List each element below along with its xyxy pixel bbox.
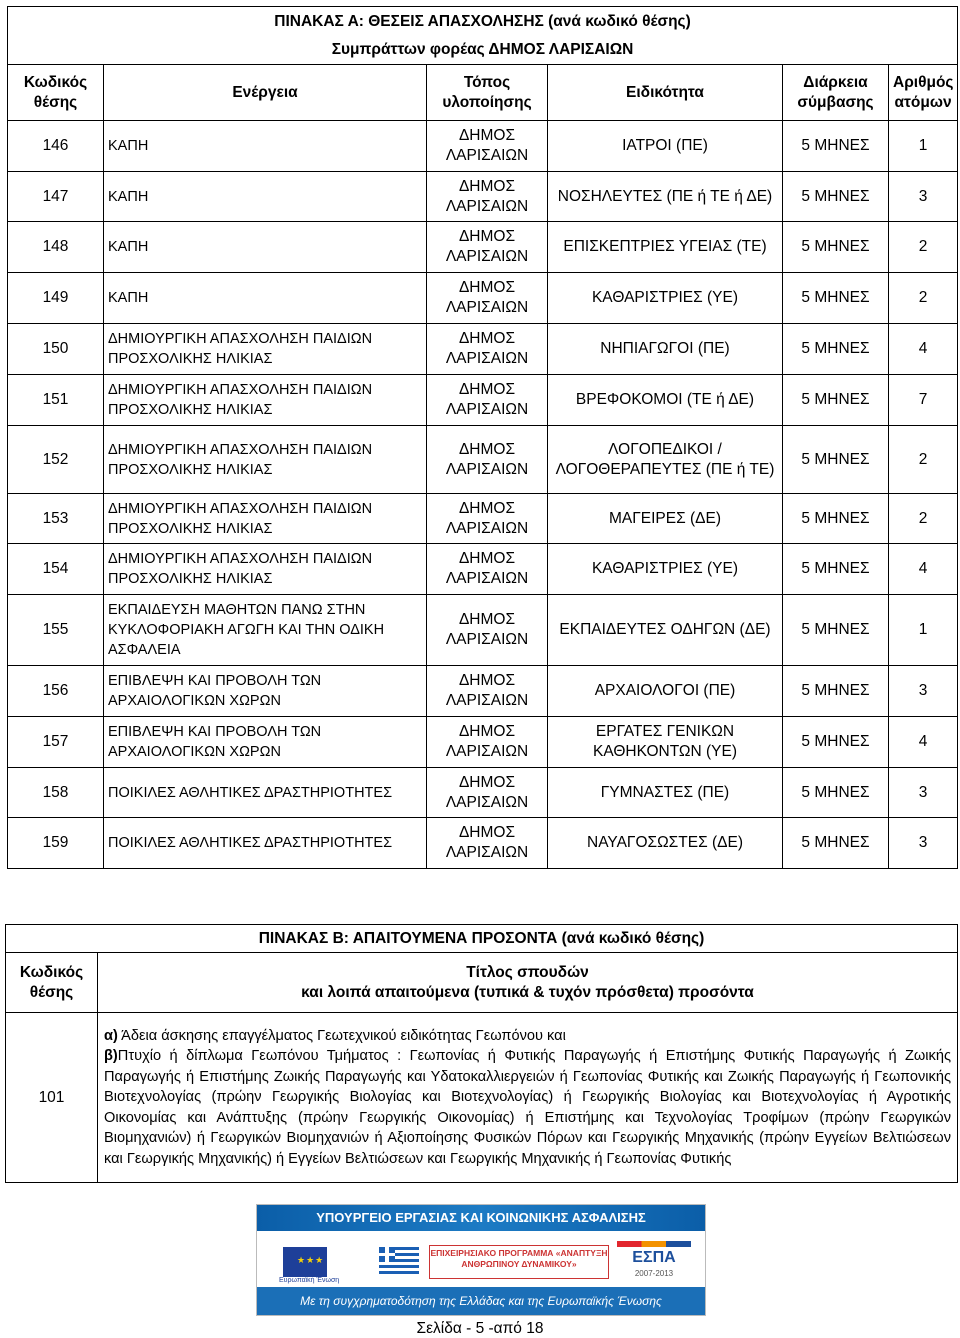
header-code: Κωδικός θέσης (8, 65, 104, 121)
specialty-cell: ΝΗΠΙΑΓΩΓΟΙ (ΠΕ) (548, 324, 783, 375)
specialty-cell: ΙΑΤΡΟΙ (ΠΕ) (548, 121, 783, 172)
qualification-b-text: Πτυχίο ή δίπλωμα Γεωπόνου Τμήματος : Γεωπονίας ή Φυτικής Παραγωγής ή Επιστήμης Φυτικής Παραγωγής ή Ζωικής Παραγωγής ή Επιστήμης Ζωικής Παραγωγής και Υδατοκαλλιεργειών ή Γεωπονίας Φυτικής και Ζωικής Παραγωγής ή Γεωπονικής Βιοτεχνολογίας (πρώην Γεωργικής Βιολογίας και Βιοτεχνολογίας) ή Γεωργικής Βιολογίας και Βιοτεχνολογίας ή Αγροτικής Οικονομίας και Ανάπτυξης (πρώην Γεωργικής Οικονομίας) ή Επιστήμης και Τεχνολογίας Τροφίμων (πρώην Γεωργικών Βιομηχανιών) ή Γεωργικών Βιομηχανιών ή Αξιοποίησης Φυσικών Πόρων και Γεωργικής Μηχανικής (πρώην Εγγείων Βελτιώσεων και Γεωργικής Μηχανικής) ή Εγγείων Βελτιώσεων και Γεωργικής Μηχανικής ή Γεωπονίας Φυτικής (104, 1048, 951, 1167)
code-cell: 151 (8, 375, 104, 426)
count-cell: 4 (889, 717, 958, 768)
duration-cell: 5 ΜΗΝΕΣ (783, 172, 889, 222)
place-cell: ΔΗΜΟΣ ΛΑΡΙΣΑΙΩΝ (427, 121, 548, 172)
action-cell: ΠΟΙΚΙΛΕΣ ΑΘΛΗΤΙΚΕΣ ΔΡΑΣΤΗΡΙΟΤΗΤΕΣ (104, 818, 427, 869)
place-cell: ΔΗΜΟΣ ΛΑΡΙΣΑΙΩΝ (427, 818, 548, 869)
place-cell: ΔΗΜΟΣ ΛΑΡΙΣΑΙΩΝ (427, 375, 548, 426)
duration-cell: 5 ΜΗΝΕΣ (783, 595, 889, 666)
place-cell: ΔΗΜΟΣ ΛΑΡΙΣΑΙΩΝ (427, 494, 548, 544)
duration-cell: 5 ΜΗΝΕΣ (783, 375, 889, 426)
specialty-cell: ΕΚΠΑΙΔΕΥΤΕΣ ΟΔΗΓΩΝ (ΔΕ) (548, 595, 783, 666)
code-cell: 146 (8, 121, 104, 172)
duration-cell: 5 ΜΗΝΕΣ (783, 717, 889, 768)
specialty-cell: ΛΟΓΟΠΕΔΙΚΟΙ / ΛΟΓΟΘΕΡΑΠΕΥΤΕΣ (ΠΕ ή ΤΕ) (548, 426, 783, 494)
page-number: Σελίδα - 5 -από 18 (416, 1320, 544, 1337)
action-cell: ΕΚΠΑΙΔΕΥΣΗ ΜΑΘΗΤΩΝ ΠΑΝΩ ΣΤΗΝ ΚΥΚΛΟΦΟΡΙΑΚΗ ΑΓΩΓΗ ΚΑΙ ΤΗΝ ΟΔΙΚΗ ΑΣΦΑΛΕΙΑ (104, 595, 427, 666)
place-cell: ΔΗΜΟΣ ΛΑΡΙΣΑΙΩΝ (427, 717, 548, 768)
count-cell: 2 (889, 273, 958, 324)
place-cell: ΔΗΜΟΣ ΛΑΡΙΣΑΙΩΝ (427, 172, 548, 222)
table-a-title: ΠΙΝΑΚΑΣ Α: ΘΕΣΕΙΣ ΑΠΑΣΧΟΛΗΣΗΣ (ανά κωδικό θέσης) (8, 7, 958, 37)
code-cell: 148 (8, 222, 104, 273)
header-specialty: Ειδικότητα (548, 65, 783, 121)
header-count: Αριθμός ατόμων (889, 65, 958, 121)
action-cell: ΚΑΠΗ (104, 273, 427, 324)
table-row (8, 426, 958, 494)
place-cell: ΔΗΜΟΣ ΛΑΡΙΣΑΙΩΝ (427, 595, 548, 666)
duration-cell: 5 ΜΗΝΕΣ (783, 666, 889, 717)
code-cell: 158 (8, 768, 104, 818)
table-row (8, 121, 958, 172)
action-cell: ΕΠΙΒΛΕΨΗ ΚΑΙ ΠΡΟΒΟΛΗ ΤΩΝ ΑΡΧΑΙΟΛΟΓΙΚΩΝ ΧΩΡΩΝ (104, 666, 427, 717)
specialty-cell: ΓΥΜΝΑΣΤΕΣ (ΠΕ) (548, 768, 783, 818)
table-b-qualifications-cell (98, 1013, 958, 1183)
table-b-header-code: Κωδικός θέσης (6, 953, 98, 1013)
table-row (8, 494, 958, 544)
specialty-cell: ΚΑΘΑΡΙΣΤΡΙΕΣ (ΥΕ) (548, 544, 783, 595)
place-cell: ΔΗΜΟΣ ΛΑΡΙΣΑΙΩΝ (427, 544, 548, 595)
code-cell: 154 (8, 544, 104, 595)
duration-cell: 5 ΜΗΝΕΣ (783, 544, 889, 595)
duration-cell: 5 ΜΗΝΕΣ (783, 324, 889, 375)
ministry-banner-text: ΥΠΟΥΡΓΕΙΟ ΕΡΓΑΣΙΑΣ ΚΑΙ ΚΟΙΝΩΝΙΚΗΣ ΑΣΦΑΛΙΣΗΣ (257, 1205, 705, 1231)
action-cell: ΠΟΙΚΙΛΕΣ ΑΘΛΗΤΙΚΕΣ ΔΡΑΣΤΗΡΙΟΤΗΤΕΣ (104, 768, 427, 818)
logos-strip (257, 1231, 705, 1287)
count-cell: 1 (889, 121, 958, 172)
table-a-body (8, 121, 958, 869)
action-cell: ΕΠΙΒΛΕΨΗ ΚΑΙ ΠΡΟΒΟΛΗ ΤΩΝ ΑΡΧΑΙΟΛΟΓΙΚΩΝ ΧΩΡΩΝ (104, 717, 427, 768)
code-cell: 156 (8, 666, 104, 717)
specialty-cell: ΕΠΙΣΚΕΠΤΡΙΕΣ ΥΓΕΙΑΣ (ΤΕ) (548, 222, 783, 273)
table-row (8, 666, 958, 717)
table-row (8, 222, 958, 273)
code-cell: 159 (8, 818, 104, 869)
table-b-header-title-line2: και λοιπά απαιτούμενα (τυπικά & τυχόν πρόσθετα) προσόντα (301, 983, 754, 1001)
funding-banner (256, 1204, 706, 1316)
espa-years: 2007-2013 (634, 1269, 674, 1278)
table-row (8, 324, 958, 375)
place-cell: ΔΗΜΟΣ ΛΑΡΙΣΑΙΩΝ (427, 768, 548, 818)
count-cell: 1 (889, 595, 958, 666)
eu-caption: Ευρωπαϊκή Ένωση (279, 1277, 340, 1284)
place-cell: ΔΗΜΟΣ ΛΑΡΙΣΑΙΩΝ (427, 426, 548, 494)
duration-cell: 5 ΜΗΝΕΣ (783, 121, 889, 172)
table-b (5, 924, 958, 1183)
table-a (7, 6, 958, 869)
table-b-title: ΠΙΝΑΚΑΣ Β: ΑΠΑΙΤΟΥΜΕΝΑ ΠΡΟΣΟΝΤΑ (ανά κωδικό θέσης) (6, 925, 958, 953)
action-cell: ΔΗΜΙΟΥΡΓΙΚΗ ΑΠΑΣΧΟΛΗΣΗ ΠΑΙΔΙΩΝ ΠΡΟΣΧΟΛΙΚΗΣ ΗΛΙΚΙΑΣ (104, 324, 427, 375)
table-row (8, 818, 958, 869)
duration-cell: 5 ΜΗΝΕΣ (783, 426, 889, 494)
action-cell: ΚΑΠΗ (104, 172, 427, 222)
qualification-a-text: Άδεια άσκησης επαγγέλματος Γεωτεχνικού ειδικότητας Γεωπόνου και (117, 1027, 566, 1044)
count-cell: 2 (889, 494, 958, 544)
place-cell: ΔΗΜΟΣ ΛΑΡΙΣΑΙΩΝ (427, 273, 548, 324)
table-row (8, 544, 958, 595)
duration-cell: 5 ΜΗΝΕΣ (783, 818, 889, 869)
count-cell: 3 (889, 666, 958, 717)
duration-cell: 5 ΜΗΝΕΣ (783, 494, 889, 544)
place-cell: ΔΗΜΟΣ ΛΑΡΙΣΑΙΩΝ (427, 222, 548, 273)
specialty-cell: ΒΡΕΦΟΚΟΜΟΙ (ΤΕ ή ΔΕ) (548, 375, 783, 426)
duration-cell: 5 ΜΗΝΕΣ (783, 273, 889, 324)
espa-logo (617, 1241, 691, 1281)
code-cell: 147 (8, 172, 104, 222)
specialty-cell: ΜΑΓΕΙΡΕΣ (ΔΕ) (548, 494, 783, 544)
specialty-cell: ΝΟΣΗΛΕΥΤΕΣ (ΠΕ ή ΤΕ ή ΔΕ) (548, 172, 783, 222)
espa-text: ΕΣΠΑ (632, 1249, 676, 1266)
count-cell: 3 (889, 818, 958, 869)
table-row (8, 768, 958, 818)
code-cell: 150 (8, 324, 104, 375)
table-row (8, 717, 958, 768)
action-cell: ΔΗΜΙΟΥΡΓΙΚΗ ΑΠΑΣΧΟΛΗΣΗ ΠΑΙΔΙΩΝ ΠΡΟΣΧΟΛΙΚΗΣ ΗΛΙΚΙΑΣ (104, 494, 427, 544)
table-row (8, 273, 958, 324)
qualification-a-label: α) (104, 1027, 118, 1044)
code-cell: 153 (8, 494, 104, 544)
header-action: Ενέργεια (104, 65, 427, 121)
qualification-b-label: β) (104, 1048, 118, 1065)
header-duration: Διάρκεια σύμβασης (783, 65, 889, 121)
cofunding-text: Με τη συγχρηματοδότηση της Ελλάδας και της Ευρωπαϊκής Ένωσης (257, 1287, 705, 1315)
code-cell: 152 (8, 426, 104, 494)
action-cell: ΚΑΠΗ (104, 222, 427, 273)
action-cell: ΔΗΜΙΟΥΡΓΙΚΗ ΑΠΑΣΧΟΛΗΣΗ ΠΑΙΔΙΩΝ ΠΡΟΣΧΟΛΙΚΗΣ ΗΛΙΚΙΑΣ (104, 544, 427, 595)
place-cell: ΔΗΜΟΣ ΛΑΡΙΣΑΙΩΝ (427, 666, 548, 717)
operational-program-logo: ΕΠΙΧΕΙΡΗΣΙΑΚΟ ΠΡΟΓΡΑΜΜΑ «ΑΝΑΠΤΥΞΗ ΑΝΘΡΩΠΙΝΟΥ ΔΥΝΑΜΙΚΟΥ» (429, 1245, 609, 1279)
duration-cell: 5 ΜΗΝΕΣ (783, 222, 889, 273)
count-cell: 3 (889, 172, 958, 222)
action-cell: ΔΗΜΙΟΥΡΓΙΚΗ ΑΠΑΣΧΟΛΗΣΗ ΠΑΙΔΙΩΝ ΠΡΟΣΧΟΛΙΚΗΣ ΗΛΙΚΙΑΣ (104, 426, 427, 494)
table-row (8, 595, 958, 666)
specialty-cell: ΑΡΧΑΙΟΛΟΓΟΙ (ΠΕ) (548, 666, 783, 717)
table-b-code-cell: 101 (6, 1013, 98, 1183)
table-row (8, 375, 958, 426)
code-cell: 155 (8, 595, 104, 666)
count-cell: 2 (889, 426, 958, 494)
duration-cell: 5 ΜΗΝΕΣ (783, 768, 889, 818)
table-b-header-title (98, 953, 958, 1013)
count-cell: 4 (889, 544, 958, 595)
eu-flag-icon: ★★★ (283, 1247, 327, 1277)
place-cell: ΔΗΜΟΣ ΛΑΡΙΣΑΙΩΝ (427, 324, 548, 375)
action-cell: ΚΑΠΗ (104, 121, 427, 172)
code-cell: 157 (8, 717, 104, 768)
action-cell: ΔΗΜΙΟΥΡΓΙΚΗ ΑΠΑΣΧΟΛΗΣΗ ΠΑΙΔΙΩΝ ΠΡΟΣΧΟΛΙΚΗΣ ΗΛΙΚΙΑΣ (104, 375, 427, 426)
table-row (8, 172, 958, 222)
specialty-cell: ΕΡΓΑΤΕΣ ΓΕΝΙΚΩΝ ΚΑΘΗΚΟΝΤΩΝ (ΥΕ) (548, 717, 783, 768)
count-cell: 3 (889, 768, 958, 818)
table-a-subtitle: Συμπράττων φορέας ΔΗΜΟΣ ΛΑΡΙΣΑΙΩΝ (8, 37, 958, 65)
specialty-cell: ΝΑΥΑΓΟΣΩΣΤΕΣ (ΔΕ) (548, 818, 783, 869)
count-cell: 7 (889, 375, 958, 426)
count-cell: 4 (889, 324, 958, 375)
table-b-header-title-line1: Τίτλος σπουδών (466, 963, 589, 981)
count-cell: 2 (889, 222, 958, 273)
greek-flag-icon (379, 1247, 419, 1275)
specialty-cell: ΚΑΘΑΡΙΣΤΡΙΕΣ (ΥΕ) (548, 273, 783, 324)
code-cell: 149 (8, 273, 104, 324)
header-place: Τόπος υλοποίησης (427, 65, 548, 121)
